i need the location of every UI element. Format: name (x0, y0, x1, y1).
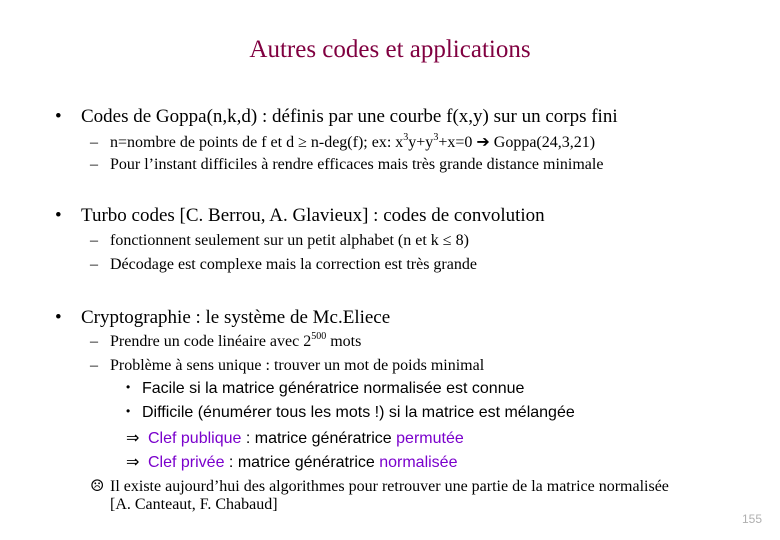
implies-arrow-icon: ⇒ (126, 454, 140, 471)
frown-icon: ☹ (90, 478, 105, 495)
bullet-icon: • (55, 106, 62, 127)
small-bullet-icon: • (126, 404, 131, 418)
dash-icon: – (90, 357, 98, 374)
page-number: 155 (741, 512, 762, 526)
dash-icon: – (90, 134, 98, 151)
turbo-item-1: – fonctionnent seulement sur un petit alphabet (n et k ≤ 8) (90, 232, 469, 249)
note-line-2: [A. Canteaut, F. Chabaud] (110, 496, 278, 513)
public-key-label: Clef publique (148, 430, 242, 447)
bullet-turbo (55, 205, 545, 227)
private-key-value: normalisée (379, 454, 458, 471)
crypto-item-1: – Prendre un code linéaire avec $2^{500}$ mots (90, 331, 362, 350)
turbo-item-2: – Décodage est complexe mais la correction est très grande (90, 256, 477, 273)
dash-icon: – (90, 156, 98, 173)
goppa-item-1: – n=nombre de points de f et d ≥ n-deg(f); ex: $x^3y+y^3+x=0$ ➔ Goppa(24,3,21) (90, 132, 596, 151)
private-key-line: ⇒ Clef privée : matrice génératrice normalisée (126, 454, 458, 471)
dash-icon: – (90, 256, 98, 273)
small-bullet-icon: • (126, 380, 131, 394)
bullet-icon: • (55, 307, 62, 328)
crypto-subitem-2: • Difficile (énumérer tous les mots !) si la matrice est mélangée (126, 404, 575, 421)
goppa-heading: Codes de Goppa(n,k,d) : définis par une courbe f(x,y) sur un corps fini (81, 106, 618, 127)
dash-icon: – (90, 232, 98, 249)
dash-icon: – (90, 333, 98, 350)
bullet-goppa (55, 106, 618, 128)
slide-title: Autres codes et applications (249, 36, 531, 63)
goppa-item-2: – Pour l’instant difficiles à rendre efficaces mais très grande distance minimale (90, 156, 604, 173)
note-line-1: ☹ Il existe aujourd’hui des algorithmes pour retrouver une partie de la matrice normalisée (90, 478, 669, 495)
private-key-label: Clef privée (148, 454, 225, 471)
crypto-item-2: – Problème à sens unique : trouver un mot de poids minimal (90, 357, 485, 374)
bullet-icon: • (55, 205, 62, 226)
public-key-value: permutée (396, 430, 464, 447)
implies-arrow-icon: ⇒ (126, 430, 140, 447)
crypto-subitem-1: • Facile si la matrice génératrice normalisée est connue (126, 380, 525, 397)
public-key-line: ⇒ Clef publique : matrice génératrice permutée (126, 430, 464, 447)
turbo-heading: Turbo codes [C. Berrou, A. Glavieux] : codes de convolution (81, 205, 545, 226)
crypto-heading: Cryptographie : le système de Mc.Eliece (81, 307, 391, 328)
bullet-crypto (55, 307, 390, 329)
